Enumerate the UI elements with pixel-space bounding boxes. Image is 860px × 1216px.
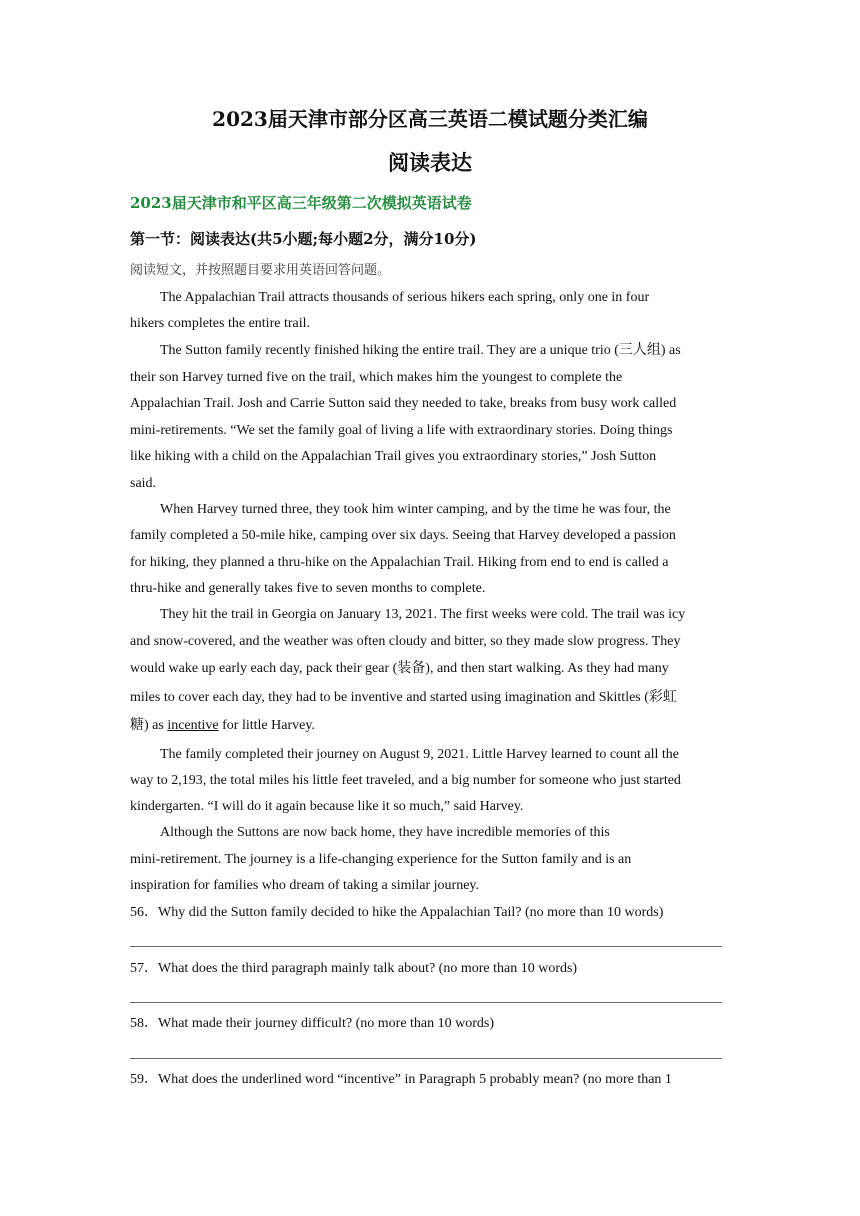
paper-title: 2023届天津市和平区高三年级第二次模拟英语试卷 — [130, 194, 472, 212]
passage-line: and snow-covered, and the weather was often cloudy and bitter, so they made slow progress. They — [130, 634, 681, 649]
answer-line-58[interactable] — [130, 1058, 722, 1059]
passage-line: They hit the trail in Georgia on January 13, 2021. The first weeks were cold. The trail was icy — [160, 607, 686, 622]
passage-line: like hiking with a child on the Appalachian Trail gives you extraordinary stories,” Josh Sutton — [130, 449, 657, 464]
passage-line: for hiking, they planned a thru-hike on the Appalachian Trail. Hiking from end to end is called a — [130, 555, 669, 570]
passage-text: 糖) as — [130, 718, 168, 733]
sub-title: 阅读表达 — [388, 150, 472, 175]
passage-line: would wake up early each day, pack their gear (装备), and then start walking. As they had many — [130, 661, 669, 676]
passage-line: their son Harvey turned five on the trail, which makes him the youngest to complete the — [130, 370, 623, 385]
passage-line: inspiration for families who dream of taking a similar journey. — [130, 878, 480, 893]
passage-line: way to 2,193, the total miles his little feet traveled, and a big number for someone who just started — [130, 773, 681, 788]
passage-line: The family completed their journey on August 9, 2021. Little Harvey learned to count all the — [160, 747, 680, 762]
question-59: 59．What does the underlined word “incentive” in Paragraph 5 probably mean? (no more than 1 — [130, 1072, 672, 1087]
instruction: 阅读短文，并按照题目要求用英语回答问题。 — [130, 263, 391, 278]
passage-line: said. — [130, 476, 157, 491]
section-heading: 第一节：阅读表达(共5小题;每小题2分，满分10分) — [130, 230, 477, 248]
question-56: 56．Why did the Sutton family decided to hike the Appalachian Tail? (no more than 10 words) — [130, 905, 664, 920]
question-57: 57．What does the third paragraph mainly talk about? (no more than 10 words) — [130, 961, 578, 976]
passage-line: thru-hike and generally takes five to seven months to complete. — [130, 581, 486, 596]
passage-text: for little Harvey. — [218, 718, 315, 733]
passage-line: family completed a 50-mile hike, camping over six days. Seeing that Harvey developed a passion — [130, 528, 676, 543]
passage-line: mini-retirement. The journey is a life-changing experience for the Sutton family and is an — [130, 852, 632, 867]
answer-line-56[interactable] — [130, 946, 722, 947]
passage-line: hikers completes the entire trail. — [130, 316, 310, 331]
passage-line: The Sutton family recently finished hiking the entire trail. They are a unique trio (三人组) as — [160, 343, 681, 358]
passage-line: Although the Suttons are now back home, they have incredible memories of this — [160, 825, 610, 840]
main-title: 2023届天津市部分区高三英语二模试题分类汇编 — [212, 107, 648, 131]
passage-line: The Appalachian Trail attracts thousands of serious hikers each spring, only one in four — [160, 290, 650, 305]
answer-line-57[interactable] — [130, 1002, 722, 1003]
passage-line: kindergarten. “I will do it again because like it so much,” said Harvey. — [130, 799, 524, 814]
passage-line — [130, 716, 315, 736]
question-58: 58．What made their journey difficult? (no more than 10 words) — [130, 1016, 495, 1031]
passage-line: Appalachian Trail. Josh and Carrie Sutton said they needed to take, breaks from busy work called — [130, 396, 677, 411]
passage-line: mini-retirements. “We set the family goal of living a life with extraordinary stories. Doing things — [130, 423, 673, 438]
passage-line: When Harvey turned three, they took him winter camping, and by the time he was four, the — [160, 502, 671, 517]
underlined-word: incentive — [167, 718, 219, 733]
passage-line: miles to cover each day, they had to be inventive and started using imagination and Skittles (彩虹 — [130, 690, 677, 705]
